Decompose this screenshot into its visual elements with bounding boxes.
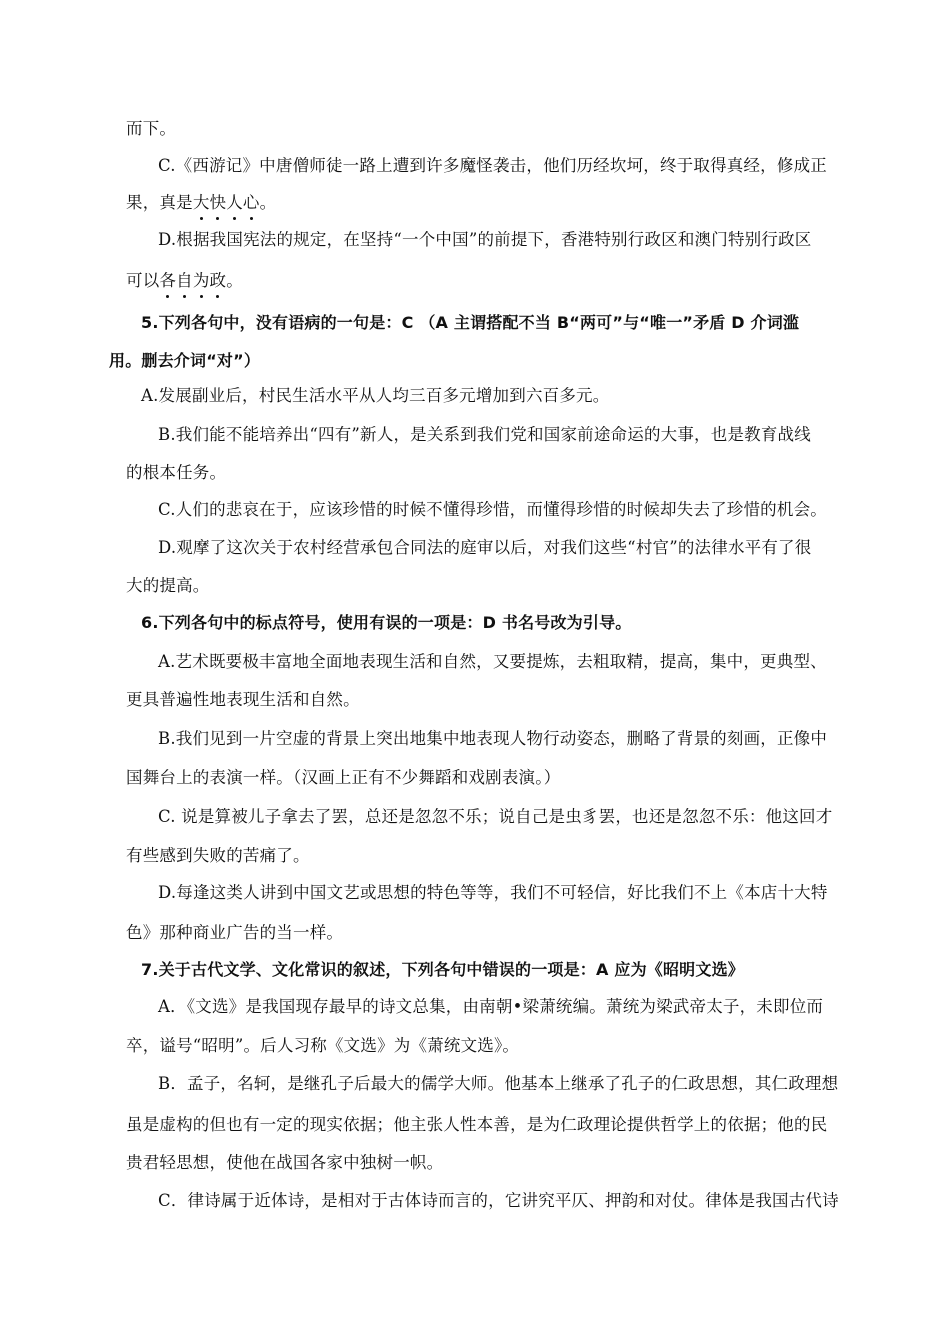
text-segment: 。 <box>259 193 277 212</box>
q6-option-a-line-1: A.艺术既要极丰富地全面地表现生活和自然，又要提炼，去粗取精，提高，集中，更典型、 <box>158 652 827 671</box>
text-segment: 可以 <box>126 271 160 290</box>
q6-option-a-line-2: 更具普遍性地表现生活和自然。 <box>126 690 360 709</box>
emphasis-char: 自 <box>176 271 193 290</box>
option-d-line-2 <box>126 270 243 292</box>
q7-option-b-line-3: 贵君轻思想，使他在战国各家中独树一帜。 <box>126 1153 444 1172</box>
text-line: 而下。 <box>126 119 177 138</box>
q6-option-d-line-2: 色》那种商业广告的当一样。 <box>126 923 344 942</box>
q6-option-b-line-1: B.我们见到一片空虚的背景上突出地集中地表现人物行动姿态，删略了背景的刻画，正像中 <box>158 729 828 748</box>
q7-option-c-line-1: C．律诗属于近体诗，是相对于古体诗而言的，它讲究平仄、押韵和对仗。律体是我国古代诗 <box>158 1191 839 1210</box>
emphasis-char: 各 <box>159 271 177 290</box>
q6-option-d-line-1: D.每逢这类人讲到中国文艺或思想的特色等等，我们不可轻信，好比我们不上《本店十大特 <box>158 883 828 902</box>
text-segment: 果，真是 <box>126 193 193 212</box>
q7-option-a-line-2: 卒，谥号“昭明”。后人习称《文选》为《萧统文选》。 <box>126 1036 520 1055</box>
q5-option-d-line-2: 大的提高。 <box>126 576 210 595</box>
question-5-heading: 5.下列各句中，没有语病的一句是：C （A 主谓搭配不当 B“两可”与“唯一”矛盾 D 介词滥 <box>141 313 800 332</box>
emphasis-char: 为 <box>192 271 210 290</box>
emphasis-char: 政 <box>209 271 227 290</box>
q5-option-b-line-2: 的根本任务。 <box>126 463 227 482</box>
q7-option-a-line-1: A．《文选》是我国现存最早的诗文总集，由南朝•梁萧统编。萧统为梁武帝太子，未即位而 <box>158 997 824 1016</box>
question-6-heading: 6.下列各句中的标点符号，使用有误的一项是：D 书名号改为引导。 <box>141 613 632 632</box>
emphasis-char: 人 <box>226 193 243 212</box>
question-7-heading: 7.关于古代文学、文化常识的叙述，下列各句中错误的一项是：A 应为《昭明文选》 <box>141 960 744 979</box>
emphasis-char: 大 <box>192 193 210 212</box>
emphasis-char: 快 <box>209 193 227 212</box>
option-c-line-1: C.《西游记》中唐僧师徒一路上遭到许多魔怪袭击，他们历经坎坷，终于取得真经，修成正 <box>158 156 827 175</box>
option-c-line-2 <box>126 192 276 214</box>
q7-option-b-line-1: B．孟子，名轲，是继孔子后最大的儒学大师。他基本上继承了孔子的仁政思想，其仁政理想 <box>158 1074 839 1093</box>
q5-option-a: A.发展副业后，村民生活水平从人均三百多元增加到六百多元。 <box>141 386 610 405</box>
q5-option-d-line-1: D.观摩了这次关于农村经营承包合同法的庭审以后，对我们这些“村官”的法律水平有了很 <box>158 538 812 557</box>
emphasis-char: 心 <box>242 193 260 212</box>
q6-option-c-line-1: C. 说是算被儿子拿去了罢，总还是忽忽不乐；说自己是虫豸罢，也还是忽忽不乐：他这回才 <box>158 807 833 826</box>
q6-option-b-line-2: 国舞台上的表演一样。（汉画上正有不少舞蹈和戏剧表演。） <box>126 768 561 787</box>
q7-option-b-line-2: 虽是虚构的但也有一定的现实依据；他主张人性本善，是为仁政理论提供哲学上的依据；他的民 <box>126 1115 828 1134</box>
q5-option-c: C.人们的悲哀在于，应该珍惜的时候不懂得珍惜，而懂得珍惜的时候却失去了珍惜的机会。 <box>158 500 827 519</box>
question-5-heading-cont: 用。删去介词“对”） <box>109 351 261 370</box>
q6-option-c-line-2: 有些感到失败的苦痛了。 <box>126 846 310 865</box>
q5-option-b-line-1: B.我们能不能培养出“四有”新人，是关系到我们党和国家前途命运的大事，也是教育战线 <box>158 425 811 444</box>
text-segment: 。 <box>226 271 243 290</box>
option-d-line-1: D.根据我国宪法的规定，在坚持“一个中国”的前提下，香港特别行政区和澳门特别行政区 <box>158 230 812 249</box>
